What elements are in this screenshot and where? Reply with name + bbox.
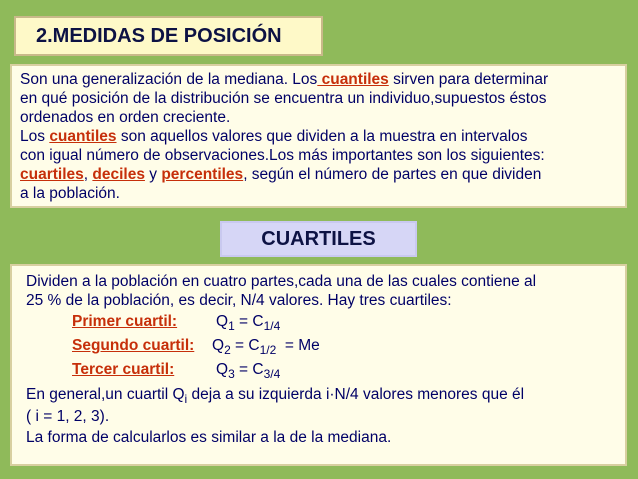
- formula-q: Q: [212, 337, 225, 354]
- formula-q: Q: [216, 313, 229, 330]
- formula-q-sub: 3: [228, 367, 235, 381]
- general-sub: i: [184, 392, 188, 406]
- cuantiles-keyword: cuantiles: [49, 128, 117, 145]
- general-text: deja a su izquierda i·N/4 valores menores que él: [187, 386, 525, 403]
- cuartil-formula: [216, 358, 280, 382]
- cuartiles-keyword: cuartiles: [20, 166, 84, 183]
- deciles-keyword: deciles: [92, 166, 145, 183]
- cuartiles-line-1: Dividen a la población en cuatro partes,cada una de las cuales contiene al: [26, 273, 537, 290]
- cuartiles-general-line: [26, 384, 611, 406]
- intro-line-7: a la población.: [20, 185, 120, 202]
- intro-panel: [10, 64, 627, 208]
- intro-line-1: [20, 70, 617, 89]
- cuartil-item: [26, 334, 611, 358]
- cuartil-label: Segundo cuartil:: [72, 337, 195, 354]
- intro-line-2: en qué posición de la distribución se encuentra un individuo,supuestos éstos: [20, 90, 547, 107]
- cuartil-item: [26, 358, 611, 382]
- intro-text: son aquellos valores que dividen a la muestra en intervalos: [116, 128, 528, 145]
- intro-text: y: [144, 166, 162, 183]
- cuantiles-keyword: cuantiles: [317, 71, 389, 88]
- intro-text: Son una generalización de la mediana. Los: [20, 71, 318, 88]
- formula-eq: = C: [230, 337, 260, 354]
- intro-line-6: [20, 165, 617, 184]
- page-title: 2.MEDIDAS DE POSICIÓN: [14, 16, 323, 56]
- formula-q-sub: 2: [224, 343, 231, 357]
- intro-line-4: [20, 127, 617, 146]
- intro-text: sirven para determinar: [388, 71, 549, 88]
- formula-c-sub: 3/4: [263, 367, 281, 381]
- intro-text: Los: [20, 128, 50, 145]
- formula-c-sub: 1/4: [263, 319, 281, 333]
- cuartiles-index-line: ( i = 1, 2, 3).: [26, 408, 110, 425]
- cuartil-item: [26, 310, 611, 334]
- cuartil-formula: [216, 310, 280, 334]
- cuartil-formula: [212, 334, 320, 358]
- section-title: CUARTILES: [220, 221, 417, 257]
- cuartiles-line-2: 25 % de la población, es decir, N/4 valores. Hay tres cuartiles:: [26, 292, 452, 309]
- cuartil-label: Primer cuartil:: [72, 313, 178, 330]
- intro-line-5: con igual número de observaciones.Los más importantes son los siguientes:: [20, 147, 545, 164]
- cuartil-label: Tercer cuartil:: [72, 361, 175, 378]
- general-text: En general,un cuartil Q: [26, 386, 185, 403]
- cuartiles-panel: [10, 264, 627, 466]
- cuartiles-method-line: La forma de calcularlos es similar a la de la mediana.: [26, 429, 392, 446]
- formula-eq: = C: [234, 313, 264, 330]
- intro-line-3: ordenados en orden creciente.: [20, 109, 231, 126]
- formula-q-sub: 1: [228, 319, 235, 333]
- formula-c-sub: 1/2: [259, 343, 277, 357]
- formula-q: Q: [216, 361, 229, 378]
- formula-eq: = C: [234, 361, 264, 378]
- percentiles-keyword: percentiles: [161, 166, 244, 183]
- formula-extra: = Me: [276, 337, 320, 354]
- intro-text: ,: [83, 166, 93, 183]
- intro-text: , según el número de partes en que dividen: [243, 166, 542, 183]
